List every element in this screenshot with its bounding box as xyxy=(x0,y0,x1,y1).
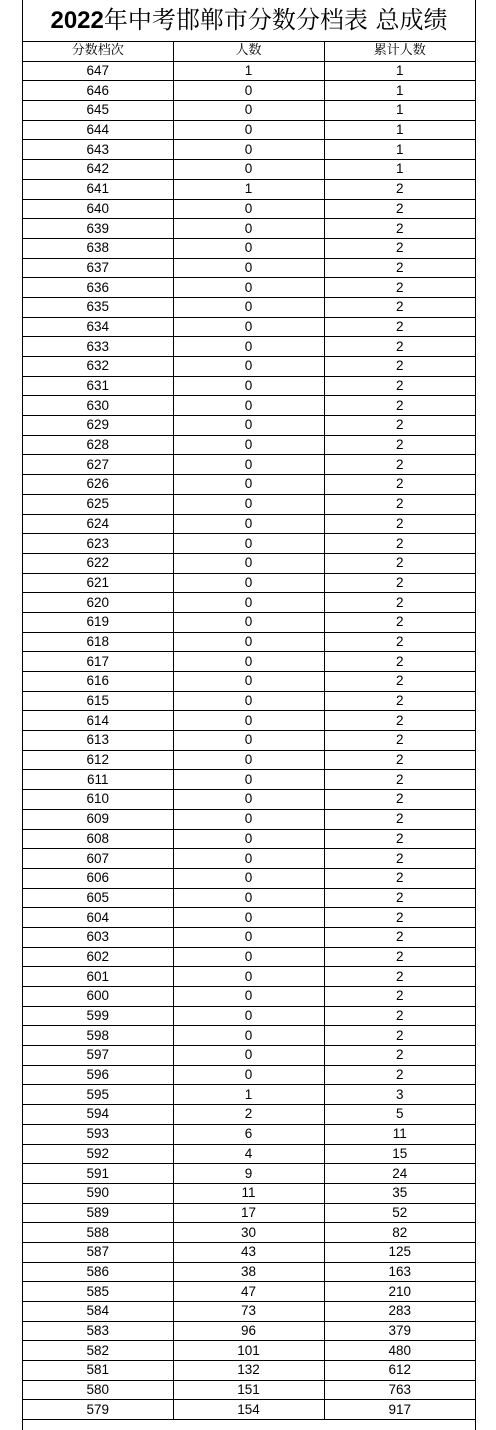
cell-score: 592 xyxy=(23,1144,173,1164)
table-row xyxy=(23,199,475,219)
cell-count: 73 xyxy=(173,1302,324,1322)
title-year: 2022 xyxy=(50,7,104,34)
table-row xyxy=(23,278,475,298)
cell-count: 0 xyxy=(173,140,324,160)
cell-score: 587 xyxy=(23,1242,173,1262)
cell-score: 613 xyxy=(23,731,173,751)
table-row xyxy=(23,140,475,160)
table-row xyxy=(23,1380,475,1400)
cell-count: 0 xyxy=(173,691,324,711)
table-row xyxy=(23,927,475,947)
table-row xyxy=(23,1242,475,1262)
table-row xyxy=(23,357,475,377)
cell-cumulative: 2 xyxy=(324,987,475,1007)
cell-cumulative: 2 xyxy=(324,278,475,298)
table-row xyxy=(23,553,475,573)
cell-cumulative: 1 xyxy=(324,81,475,101)
cell-score: 611 xyxy=(23,770,173,790)
cell-score: 625 xyxy=(23,494,173,514)
cell-score: 586 xyxy=(23,1262,173,1282)
cell-cumulative: 917 xyxy=(324,1400,475,1420)
cell-score: 582 xyxy=(23,1341,173,1361)
cell-cumulative: 480 xyxy=(324,1341,475,1361)
cell-score: 622 xyxy=(23,553,173,573)
cell-score: 579 xyxy=(23,1400,173,1420)
cell-cumulative: 2 xyxy=(324,238,475,258)
cell-cumulative: 1 xyxy=(324,101,475,121)
cell-count: 0 xyxy=(173,376,324,396)
score-table xyxy=(23,42,475,1420)
cell-cumulative: 2 xyxy=(324,947,475,967)
cell-score: 605 xyxy=(23,888,173,908)
cell-score: 633 xyxy=(23,337,173,357)
cell-cumulative: 2 xyxy=(324,770,475,790)
cell-cumulative: 5 xyxy=(324,1105,475,1125)
table-row xyxy=(23,750,475,770)
cell-cumulative: 2 xyxy=(324,435,475,455)
cell-cumulative: 2 xyxy=(324,199,475,219)
table-row xyxy=(23,219,475,239)
cell-count: 0 xyxy=(173,160,324,180)
cell-cumulative: 2 xyxy=(324,494,475,514)
cell-cumulative: 379 xyxy=(324,1321,475,1341)
cell-count: 0 xyxy=(173,435,324,455)
table-row xyxy=(23,1262,475,1282)
cell-cumulative: 2 xyxy=(324,888,475,908)
cell-count: 47 xyxy=(173,1282,324,1302)
cell-score: 617 xyxy=(23,652,173,672)
table-row xyxy=(23,711,475,731)
table-body xyxy=(23,61,475,1419)
cell-cumulative: 283 xyxy=(324,1302,475,1322)
cell-count: 0 xyxy=(173,81,324,101)
table-row xyxy=(23,1321,475,1341)
table-row xyxy=(23,691,475,711)
table-row xyxy=(23,1085,475,1105)
cell-count: 0 xyxy=(173,455,324,475)
cell-count: 101 xyxy=(173,1341,324,1361)
cell-cumulative: 2 xyxy=(324,652,475,672)
table-row xyxy=(23,967,475,987)
cell-count: 0 xyxy=(173,593,324,613)
cell-count: 0 xyxy=(173,219,324,239)
cell-score: 594 xyxy=(23,1105,173,1125)
table-row xyxy=(23,475,475,495)
page-title xyxy=(23,0,475,42)
cell-count: 0 xyxy=(173,770,324,790)
cell-cumulative: 2 xyxy=(324,927,475,947)
cell-count: 0 xyxy=(173,494,324,514)
cell-count: 0 xyxy=(173,534,324,554)
cell-count: 0 xyxy=(173,396,324,416)
cell-cumulative: 2 xyxy=(324,396,475,416)
cell-count: 0 xyxy=(173,1006,324,1026)
cell-cumulative: 763 xyxy=(324,1380,475,1400)
table-row xyxy=(23,455,475,475)
table-row xyxy=(23,573,475,593)
cell-count: 0 xyxy=(173,553,324,573)
cell-cumulative: 612 xyxy=(324,1361,475,1381)
cell-score: 630 xyxy=(23,396,173,416)
cell-cumulative: 2 xyxy=(324,179,475,199)
cell-cumulative: 2 xyxy=(324,475,475,495)
cell-cumulative: 82 xyxy=(324,1223,475,1243)
cell-score: 601 xyxy=(23,967,173,987)
cell-score: 629 xyxy=(23,416,173,436)
cell-cumulative: 2 xyxy=(324,1046,475,1066)
table-row xyxy=(23,790,475,810)
cell-cumulative: 52 xyxy=(324,1203,475,1223)
cell-cumulative: 2 xyxy=(324,376,475,396)
cell-cumulative: 2 xyxy=(324,514,475,534)
table-row xyxy=(23,809,475,829)
cell-cumulative: 2 xyxy=(324,632,475,652)
cell-score: 600 xyxy=(23,987,173,1007)
cell-score: 593 xyxy=(23,1124,173,1144)
cell-count: 0 xyxy=(173,632,324,652)
cell-cumulative: 1 xyxy=(324,120,475,140)
header-count: 人数 xyxy=(173,42,324,61)
cell-count: 0 xyxy=(173,573,324,593)
cell-count: 0 xyxy=(173,750,324,770)
cell-count: 0 xyxy=(173,416,324,436)
cell-count: 0 xyxy=(173,514,324,534)
table-row xyxy=(23,632,475,652)
cell-count: 11 xyxy=(173,1183,324,1203)
cell-cumulative: 1 xyxy=(324,140,475,160)
cell-score: 638 xyxy=(23,238,173,258)
cell-score: 627 xyxy=(23,455,173,475)
table-row xyxy=(23,1223,475,1243)
cell-score: 632 xyxy=(23,357,173,377)
cell-count: 0 xyxy=(173,908,324,928)
cell-count: 0 xyxy=(173,652,324,672)
cell-score: 634 xyxy=(23,317,173,337)
table-row xyxy=(23,435,475,455)
cell-cumulative: 2 xyxy=(324,711,475,731)
cell-count: 43 xyxy=(173,1242,324,1262)
cell-cumulative: 15 xyxy=(324,1144,475,1164)
cell-score: 620 xyxy=(23,593,173,613)
cell-score: 612 xyxy=(23,750,173,770)
cell-count: 0 xyxy=(173,672,324,692)
table-row xyxy=(23,829,475,849)
cell-score: 606 xyxy=(23,868,173,888)
cell-count: 0 xyxy=(173,258,324,278)
cell-score: 599 xyxy=(23,1006,173,1026)
table-row xyxy=(23,1361,475,1381)
table-row xyxy=(23,731,475,751)
cell-cumulative: 2 xyxy=(324,849,475,869)
table-row xyxy=(23,1183,475,1203)
header-row xyxy=(23,42,475,61)
table-row xyxy=(23,1302,475,1322)
table-row xyxy=(23,297,475,317)
header-score-band: 分数档次 xyxy=(23,42,173,61)
cell-score: 645 xyxy=(23,101,173,121)
cell-count: 0 xyxy=(173,888,324,908)
score-distribution-sheet xyxy=(22,0,476,1430)
cell-count: 0 xyxy=(173,357,324,377)
cell-score: 595 xyxy=(23,1085,173,1105)
cell-count: 0 xyxy=(173,927,324,947)
cell-count: 0 xyxy=(173,967,324,987)
title-text: 年中考邯郸市分数分档表 总成绩 xyxy=(103,6,448,34)
cell-score: 618 xyxy=(23,632,173,652)
cell-score: 608 xyxy=(23,829,173,849)
cell-cumulative: 2 xyxy=(324,219,475,239)
table-row xyxy=(23,61,475,81)
cell-score: 637 xyxy=(23,258,173,278)
cell-cumulative: 2 xyxy=(324,908,475,928)
cell-score: 636 xyxy=(23,278,173,298)
cell-count: 38 xyxy=(173,1262,324,1282)
table-row xyxy=(23,652,475,672)
cell-cumulative: 2 xyxy=(324,416,475,436)
cell-score: 603 xyxy=(23,927,173,947)
table-row xyxy=(23,1144,475,1164)
cell-score: 598 xyxy=(23,1026,173,1046)
cell-count: 0 xyxy=(173,1065,324,1085)
cell-cumulative: 2 xyxy=(324,593,475,613)
cell-count: 0 xyxy=(173,711,324,731)
cell-score: 596 xyxy=(23,1065,173,1085)
cell-cumulative: 2 xyxy=(324,790,475,810)
cell-count: 1 xyxy=(173,179,324,199)
cell-cumulative: 2 xyxy=(324,455,475,475)
cell-cumulative: 2 xyxy=(324,317,475,337)
table-row xyxy=(23,317,475,337)
table-row xyxy=(23,868,475,888)
table-row xyxy=(23,888,475,908)
cell-count: 0 xyxy=(173,790,324,810)
table-row xyxy=(23,1124,475,1144)
cell-score: 626 xyxy=(23,475,173,495)
cell-cumulative: 125 xyxy=(324,1242,475,1262)
table-row xyxy=(23,101,475,121)
cell-cumulative: 210 xyxy=(324,1282,475,1302)
cell-score: 641 xyxy=(23,179,173,199)
cell-score: 604 xyxy=(23,908,173,928)
cell-count: 132 xyxy=(173,1361,324,1381)
cell-score: 583 xyxy=(23,1321,173,1341)
cell-count: 0 xyxy=(173,297,324,317)
cell-count: 0 xyxy=(173,829,324,849)
table-row xyxy=(23,1065,475,1085)
cell-cumulative: 35 xyxy=(324,1183,475,1203)
cell-score: 647 xyxy=(23,61,173,81)
cell-count: 0 xyxy=(173,199,324,219)
cell-count: 4 xyxy=(173,1144,324,1164)
table-header xyxy=(23,42,475,61)
table-row xyxy=(23,120,475,140)
cell-score: 635 xyxy=(23,297,173,317)
cell-cumulative: 2 xyxy=(324,573,475,593)
cell-score: 640 xyxy=(23,199,173,219)
cell-cumulative: 2 xyxy=(324,967,475,987)
table-row xyxy=(23,416,475,436)
cell-count: 1 xyxy=(173,61,324,81)
cell-cumulative: 163 xyxy=(324,1262,475,1282)
cell-count: 0 xyxy=(173,278,324,298)
cell-cumulative: 24 xyxy=(324,1164,475,1184)
cell-cumulative: 2 xyxy=(324,258,475,278)
table-row xyxy=(23,494,475,514)
table-row xyxy=(23,1026,475,1046)
table-row xyxy=(23,396,475,416)
cell-count: 0 xyxy=(173,238,324,258)
cell-score: 607 xyxy=(23,849,173,869)
cell-cumulative: 2 xyxy=(324,612,475,632)
cell-count: 0 xyxy=(173,987,324,1007)
cell-count: 0 xyxy=(173,120,324,140)
cell-count: 0 xyxy=(173,731,324,751)
cell-count: 96 xyxy=(173,1321,324,1341)
table-row xyxy=(23,1164,475,1184)
cell-score: 588 xyxy=(23,1223,173,1243)
table-row xyxy=(23,258,475,278)
cell-score: 609 xyxy=(23,809,173,829)
cell-score: 616 xyxy=(23,672,173,692)
table-row xyxy=(23,908,475,928)
table-row xyxy=(23,238,475,258)
cell-count: 30 xyxy=(173,1223,324,1243)
cell-cumulative: 2 xyxy=(324,1006,475,1026)
table-row xyxy=(23,337,475,357)
cell-count: 2 xyxy=(173,1105,324,1125)
cell-score: 642 xyxy=(23,160,173,180)
table-row xyxy=(23,514,475,534)
cell-cumulative: 2 xyxy=(324,534,475,554)
cell-count: 0 xyxy=(173,868,324,888)
cell-count: 0 xyxy=(173,947,324,967)
cell-score: 584 xyxy=(23,1302,173,1322)
cell-score: 585 xyxy=(23,1282,173,1302)
cell-count: 0 xyxy=(173,1026,324,1046)
cell-score: 621 xyxy=(23,573,173,593)
cell-cumulative: 2 xyxy=(324,357,475,377)
table-row xyxy=(23,947,475,967)
cell-count: 0 xyxy=(173,337,324,357)
cell-score: 643 xyxy=(23,140,173,160)
table-row xyxy=(23,1105,475,1125)
cell-score: 624 xyxy=(23,514,173,534)
cell-cumulative: 2 xyxy=(324,731,475,751)
cell-count: 9 xyxy=(173,1164,324,1184)
table-row xyxy=(23,160,475,180)
cell-score: 590 xyxy=(23,1183,173,1203)
table-row xyxy=(23,987,475,1007)
header-cumulative-count: 累计人数 xyxy=(324,42,475,61)
cell-cumulative: 2 xyxy=(324,553,475,573)
cell-count: 0 xyxy=(173,101,324,121)
cell-count: 0 xyxy=(173,317,324,337)
cell-cumulative: 1 xyxy=(324,61,475,81)
cell-score: 639 xyxy=(23,219,173,239)
cell-score: 610 xyxy=(23,790,173,810)
cell-count: 154 xyxy=(173,1400,324,1420)
cell-score: 646 xyxy=(23,81,173,101)
table-row xyxy=(23,1006,475,1026)
cell-cumulative: 11 xyxy=(324,1124,475,1144)
table-row xyxy=(23,1046,475,1066)
table-row xyxy=(23,534,475,554)
cell-cumulative: 1 xyxy=(324,160,475,180)
table-row xyxy=(23,1282,475,1302)
cell-cumulative: 3 xyxy=(324,1085,475,1105)
cell-score: 644 xyxy=(23,120,173,140)
cell-count: 0 xyxy=(173,475,324,495)
cell-cumulative: 2 xyxy=(324,868,475,888)
cell-score: 615 xyxy=(23,691,173,711)
cell-score: 589 xyxy=(23,1203,173,1223)
cell-cumulative: 2 xyxy=(324,809,475,829)
cell-score: 581 xyxy=(23,1361,173,1381)
table-row xyxy=(23,849,475,869)
cell-score: 591 xyxy=(23,1164,173,1184)
cell-count: 0 xyxy=(173,1046,324,1066)
cell-score: 628 xyxy=(23,435,173,455)
cell-cumulative: 2 xyxy=(324,829,475,849)
cell-count: 17 xyxy=(173,1203,324,1223)
cell-score: 597 xyxy=(23,1046,173,1066)
cell-score: 631 xyxy=(23,376,173,396)
cell-score: 619 xyxy=(23,612,173,632)
table-row xyxy=(23,612,475,632)
table-row xyxy=(23,1341,475,1361)
table-row xyxy=(23,376,475,396)
cell-count: 151 xyxy=(173,1380,324,1400)
cell-count: 6 xyxy=(173,1124,324,1144)
table-row xyxy=(23,593,475,613)
cell-count: 0 xyxy=(173,809,324,829)
cell-count: 0 xyxy=(173,849,324,869)
table-row xyxy=(23,672,475,692)
cell-score: 602 xyxy=(23,947,173,967)
cell-score: 614 xyxy=(23,711,173,731)
cell-cumulative: 2 xyxy=(324,691,475,711)
cell-cumulative: 2 xyxy=(324,672,475,692)
cell-cumulative: 2 xyxy=(324,297,475,317)
cell-count: 0 xyxy=(173,612,324,632)
table-row xyxy=(23,770,475,790)
cell-count: 1 xyxy=(173,1085,324,1105)
cell-cumulative: 2 xyxy=(324,1026,475,1046)
table-row xyxy=(23,81,475,101)
cell-cumulative: 2 xyxy=(324,750,475,770)
cell-cumulative: 2 xyxy=(324,1065,475,1085)
cell-score: 623 xyxy=(23,534,173,554)
table-row xyxy=(23,1203,475,1223)
cell-score: 580 xyxy=(23,1380,173,1400)
table-row xyxy=(23,179,475,199)
cell-cumulative: 2 xyxy=(324,337,475,357)
